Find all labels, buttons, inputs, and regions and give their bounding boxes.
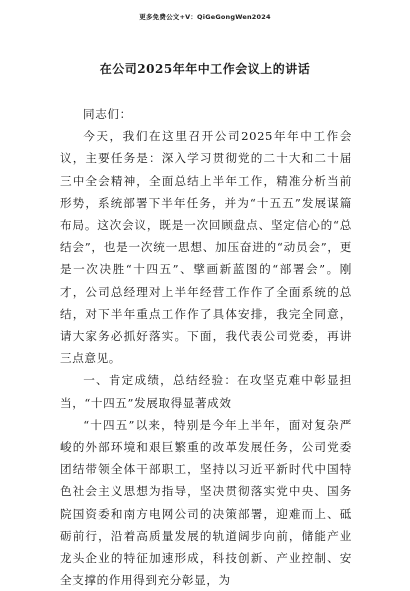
document-body [60,103,352,591]
section-heading: 一、肯定成绩，总结经验：在攻坚克难中彰显担当，“十四五”发展取得显著成效 [60,373,352,410]
salutation: 同志们： [83,107,132,121]
section-paragraph: “十四五”以来，特别是今年上半年，面对复杂严峻的外部环境和艰巨繁重的改革发展任务，公司党委团结带领全体干部职工，坚持以习近平新时代中国特色社会主义思想为指导，坚决贯彻落实党中央、国务院国资委和南方电网公司的决策部署，迎难而上、砥砺前行，沿着高质量发展的轨道阔步向前，储能产业龙头企业的特征加速形成，科技创新、产业控制、安全支撑的作用得到充分彰显，为 [60,417,352,588]
header-note: 更多免费公文+V：QiGeGongWen2024 [139,13,271,21]
document-title: 在公司2025年年中工作会议上的讲话 [99,62,311,76]
opening-paragraph: 今天，我们在这里召开公司2025年年中工作会议，主要任务是：深入学习贯彻党的二十大和二十届三中全会精神，全面总结上半年工作，精准分析当前形势，系统部署下半年任务，并为“十五五”发展谋篇布局。这次会议，既是一次回顾盘点、坚定信心的“总结会”，也是一次统一思想、加压奋进的“动员会”，更是一次决胜“十四五”、擘画新蓝图的“部署会”。刚才，公司总经理对上半年经营工作作了全面系统的总结，对下半年重点工作作了具体安排，我完全同意，请大家务必抓好落实。下面，我代表公司党委，再讲三点意见。 [60,129,352,366]
